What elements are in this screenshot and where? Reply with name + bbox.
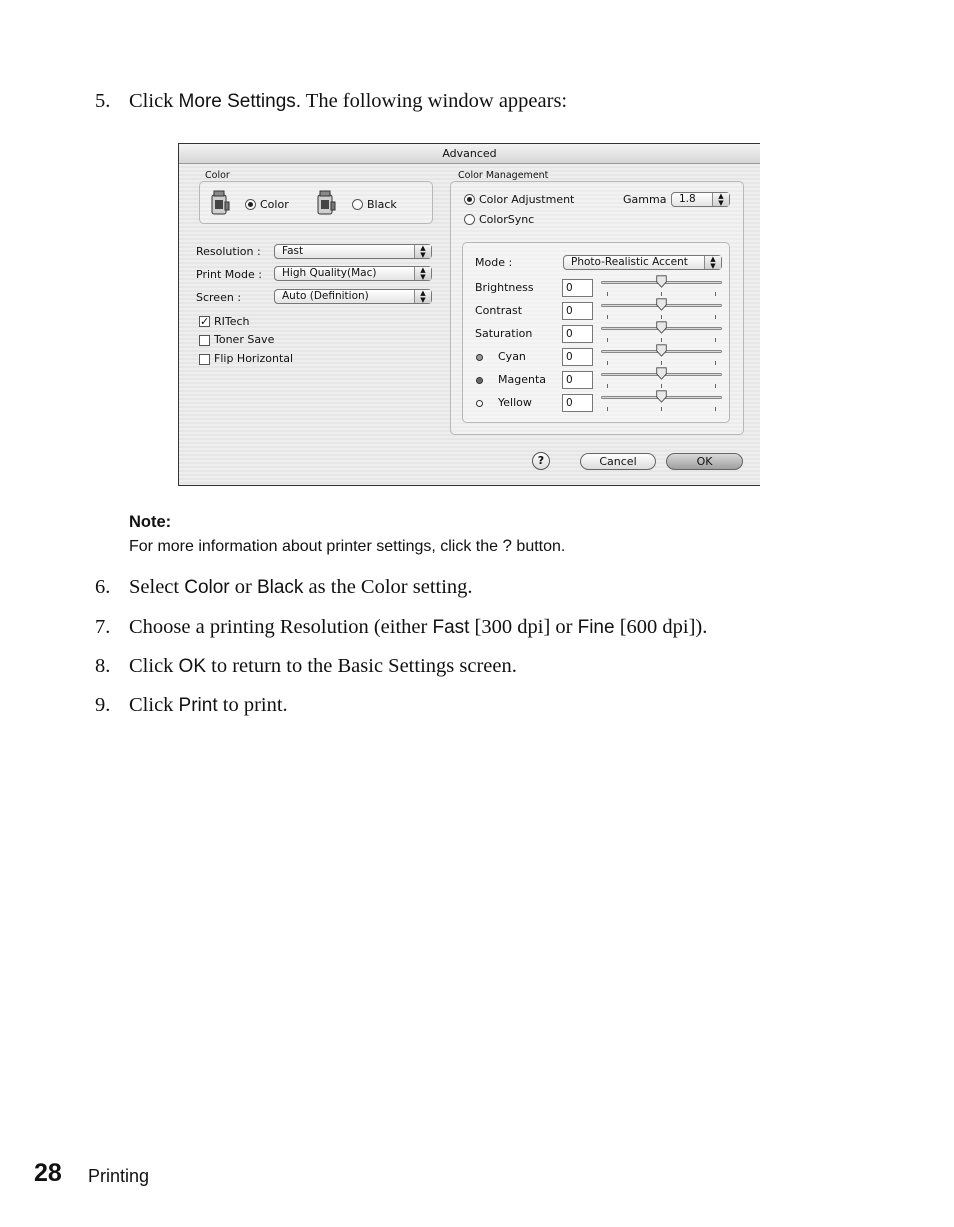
ritech-checkbox[interactable]: ✓ bbox=[200, 315, 210, 328]
slider-tick bbox=[661, 338, 662, 342]
step-text: Click bbox=[129, 694, 179, 716]
slider-thumb-icon[interactable] bbox=[655, 321, 668, 334]
dialog-title: Advanced bbox=[179, 144, 760, 164]
gamma-value: 1.8 bbox=[679, 193, 696, 205]
print-mode-value: High Quality(Mac) bbox=[282, 267, 377, 279]
slider-tick bbox=[715, 338, 716, 342]
note-help-term: ? bbox=[502, 536, 512, 555]
slider-thumb-icon[interactable] bbox=[655, 344, 668, 357]
color-radio[interactable] bbox=[245, 199, 256, 210]
magenta-field[interactable]: 0 bbox=[562, 371, 593, 389]
slider-tick bbox=[661, 407, 662, 411]
step-number: 7. bbox=[95, 616, 111, 638]
saturation-field[interactable]: 0 bbox=[562, 325, 593, 343]
note-text bbox=[129, 536, 565, 556]
brightness-label: Brightness bbox=[475, 281, 534, 294]
slider-tick bbox=[607, 292, 608, 296]
advanced-dialog bbox=[178, 143, 760, 486]
step-text: Select bbox=[129, 576, 185, 598]
step-text: or bbox=[229, 576, 257, 598]
cyan-label: Cyan bbox=[498, 350, 526, 363]
slider-tick bbox=[607, 315, 608, 319]
step-number: 5. bbox=[95, 90, 111, 112]
toner-save-checkbox[interactable] bbox=[199, 335, 210, 346]
step-text: Click bbox=[129, 90, 179, 112]
ui-term: Color bbox=[184, 577, 230, 598]
contrast-field[interactable]: 0 bbox=[562, 302, 593, 320]
slider-thumb-icon[interactable] bbox=[655, 390, 668, 403]
flip-horizontal-label: Flip Horizontal bbox=[214, 352, 294, 365]
black-radio[interactable] bbox=[352, 199, 363, 210]
step-7 bbox=[95, 616, 707, 639]
updown-arrow-icon: ▲ ▼ bbox=[414, 267, 431, 280]
slider-tick bbox=[661, 315, 662, 319]
ui-term: More Settings. bbox=[178, 91, 302, 112]
print-mode-label: Print Mode : bbox=[196, 268, 262, 281]
ui-term: OK bbox=[178, 656, 206, 677]
step-number: 6. bbox=[95, 576, 111, 598]
step-text: [300 dpi] or bbox=[469, 616, 578, 638]
step-text: The following window appears: bbox=[301, 90, 568, 112]
updown-arrow-icon: ▲ ▼ bbox=[414, 245, 431, 258]
mode-label: Mode : bbox=[475, 256, 513, 269]
step-9 bbox=[95, 694, 288, 717]
resolution-label: Resolution : bbox=[196, 245, 261, 258]
magenta-label: Magenta bbox=[498, 373, 547, 386]
help-button[interactable]: ? bbox=[532, 452, 550, 470]
yellow-label: Yellow bbox=[498, 396, 532, 409]
ui-term: Print bbox=[178, 695, 218, 716]
magenta-swatch-icon bbox=[476, 377, 483, 384]
slider-tick bbox=[607, 338, 608, 342]
slider-thumb-icon[interactable] bbox=[655, 275, 668, 288]
slider-tick bbox=[715, 292, 716, 296]
resolution-value: Fast bbox=[282, 245, 304, 257]
mode-select[interactable] bbox=[563, 255, 722, 270]
updown-arrow-icon: ▲ ▼ bbox=[414, 290, 431, 303]
cancel-button[interactable]: Cancel bbox=[580, 453, 656, 470]
gamma-label: Gamma bbox=[623, 193, 667, 206]
step-5 bbox=[95, 90, 567, 113]
printer-ink-icon bbox=[209, 190, 231, 216]
slider-thumb-icon[interactable] bbox=[655, 367, 668, 380]
contrast-label: Contrast bbox=[475, 304, 523, 317]
black-radio-label: Black bbox=[367, 198, 397, 211]
slider-tick bbox=[607, 407, 608, 411]
gamma-select[interactable] bbox=[671, 192, 730, 207]
ui-term: Fast bbox=[432, 617, 470, 638]
saturation-label: Saturation bbox=[475, 327, 533, 340]
slider-tick bbox=[607, 384, 608, 388]
cyan-swatch-icon bbox=[476, 354, 483, 361]
slider-tick bbox=[661, 384, 662, 388]
step-text: [600 dpi]). bbox=[614, 616, 708, 638]
printer-ink-icon bbox=[315, 190, 337, 216]
slider-tick bbox=[661, 292, 662, 296]
step-8 bbox=[95, 655, 517, 678]
yellow-field[interactable]: 0 bbox=[562, 394, 593, 412]
step-text: to return to the Basic Settings screen. bbox=[206, 655, 517, 677]
print-mode-select[interactable] bbox=[274, 266, 432, 281]
color-group-label: Color bbox=[205, 170, 230, 181]
flip-horizontal-checkbox[interactable] bbox=[199, 354, 210, 365]
color-adjustment-radio[interactable] bbox=[464, 194, 475, 205]
toner-save-label: Toner Save bbox=[214, 333, 275, 346]
page-number: 28 bbox=[34, 1159, 62, 1187]
colorsync-radio[interactable] bbox=[464, 214, 475, 225]
note-text-pre: For more information about printer settings, click the bbox=[129, 538, 503, 555]
section-name: Printing bbox=[88, 1166, 150, 1186]
mode-value: Photo-Realistic Accent bbox=[571, 256, 688, 268]
color-adjustment-label: Color Adjustment bbox=[479, 193, 575, 206]
note-text-post: button. bbox=[511, 538, 566, 555]
color-management-label: Color Management bbox=[458, 170, 549, 181]
note-heading: Note: bbox=[129, 513, 172, 531]
cyan-field[interactable]: 0 bbox=[562, 348, 593, 366]
ok-button[interactable]: OK bbox=[666, 453, 743, 470]
ui-term: Black bbox=[256, 577, 304, 598]
step-number: 9. bbox=[95, 694, 111, 716]
color-radio-label: Color bbox=[260, 198, 289, 211]
updown-arrow-icon: ▲ ▼ bbox=[712, 193, 729, 206]
slider-tick bbox=[715, 361, 716, 365]
slider-tick bbox=[661, 361, 662, 365]
slider-tick bbox=[715, 384, 716, 388]
updown-arrow-icon: ▲ ▼ bbox=[704, 256, 721, 269]
slider-tick bbox=[715, 315, 716, 319]
step-text: Click bbox=[129, 655, 179, 677]
screen-value: Auto (Definition) bbox=[282, 290, 369, 302]
yellow-slider[interactable] bbox=[601, 389, 722, 415]
brightness-field[interactable]: 0 bbox=[562, 279, 593, 297]
step-text: Choose a printing Resolution (either bbox=[129, 616, 433, 638]
slider-thumb-icon[interactable] bbox=[655, 298, 668, 311]
step-number: 8. bbox=[95, 655, 111, 677]
yellow-swatch-icon bbox=[476, 400, 483, 407]
slider-tick bbox=[607, 361, 608, 365]
screen-select[interactable] bbox=[274, 289, 432, 304]
slider-tick bbox=[715, 407, 716, 411]
ui-term: Fine bbox=[577, 617, 615, 638]
step-text: to print. bbox=[217, 694, 288, 716]
step-6 bbox=[95, 576, 473, 599]
ritech-label: RITech bbox=[214, 315, 250, 328]
colorsync-label: ColorSync bbox=[479, 213, 535, 226]
screen-label: Screen : bbox=[196, 291, 242, 304]
resolution-select[interactable] bbox=[274, 244, 432, 259]
step-text: as the Color setting. bbox=[303, 576, 473, 598]
